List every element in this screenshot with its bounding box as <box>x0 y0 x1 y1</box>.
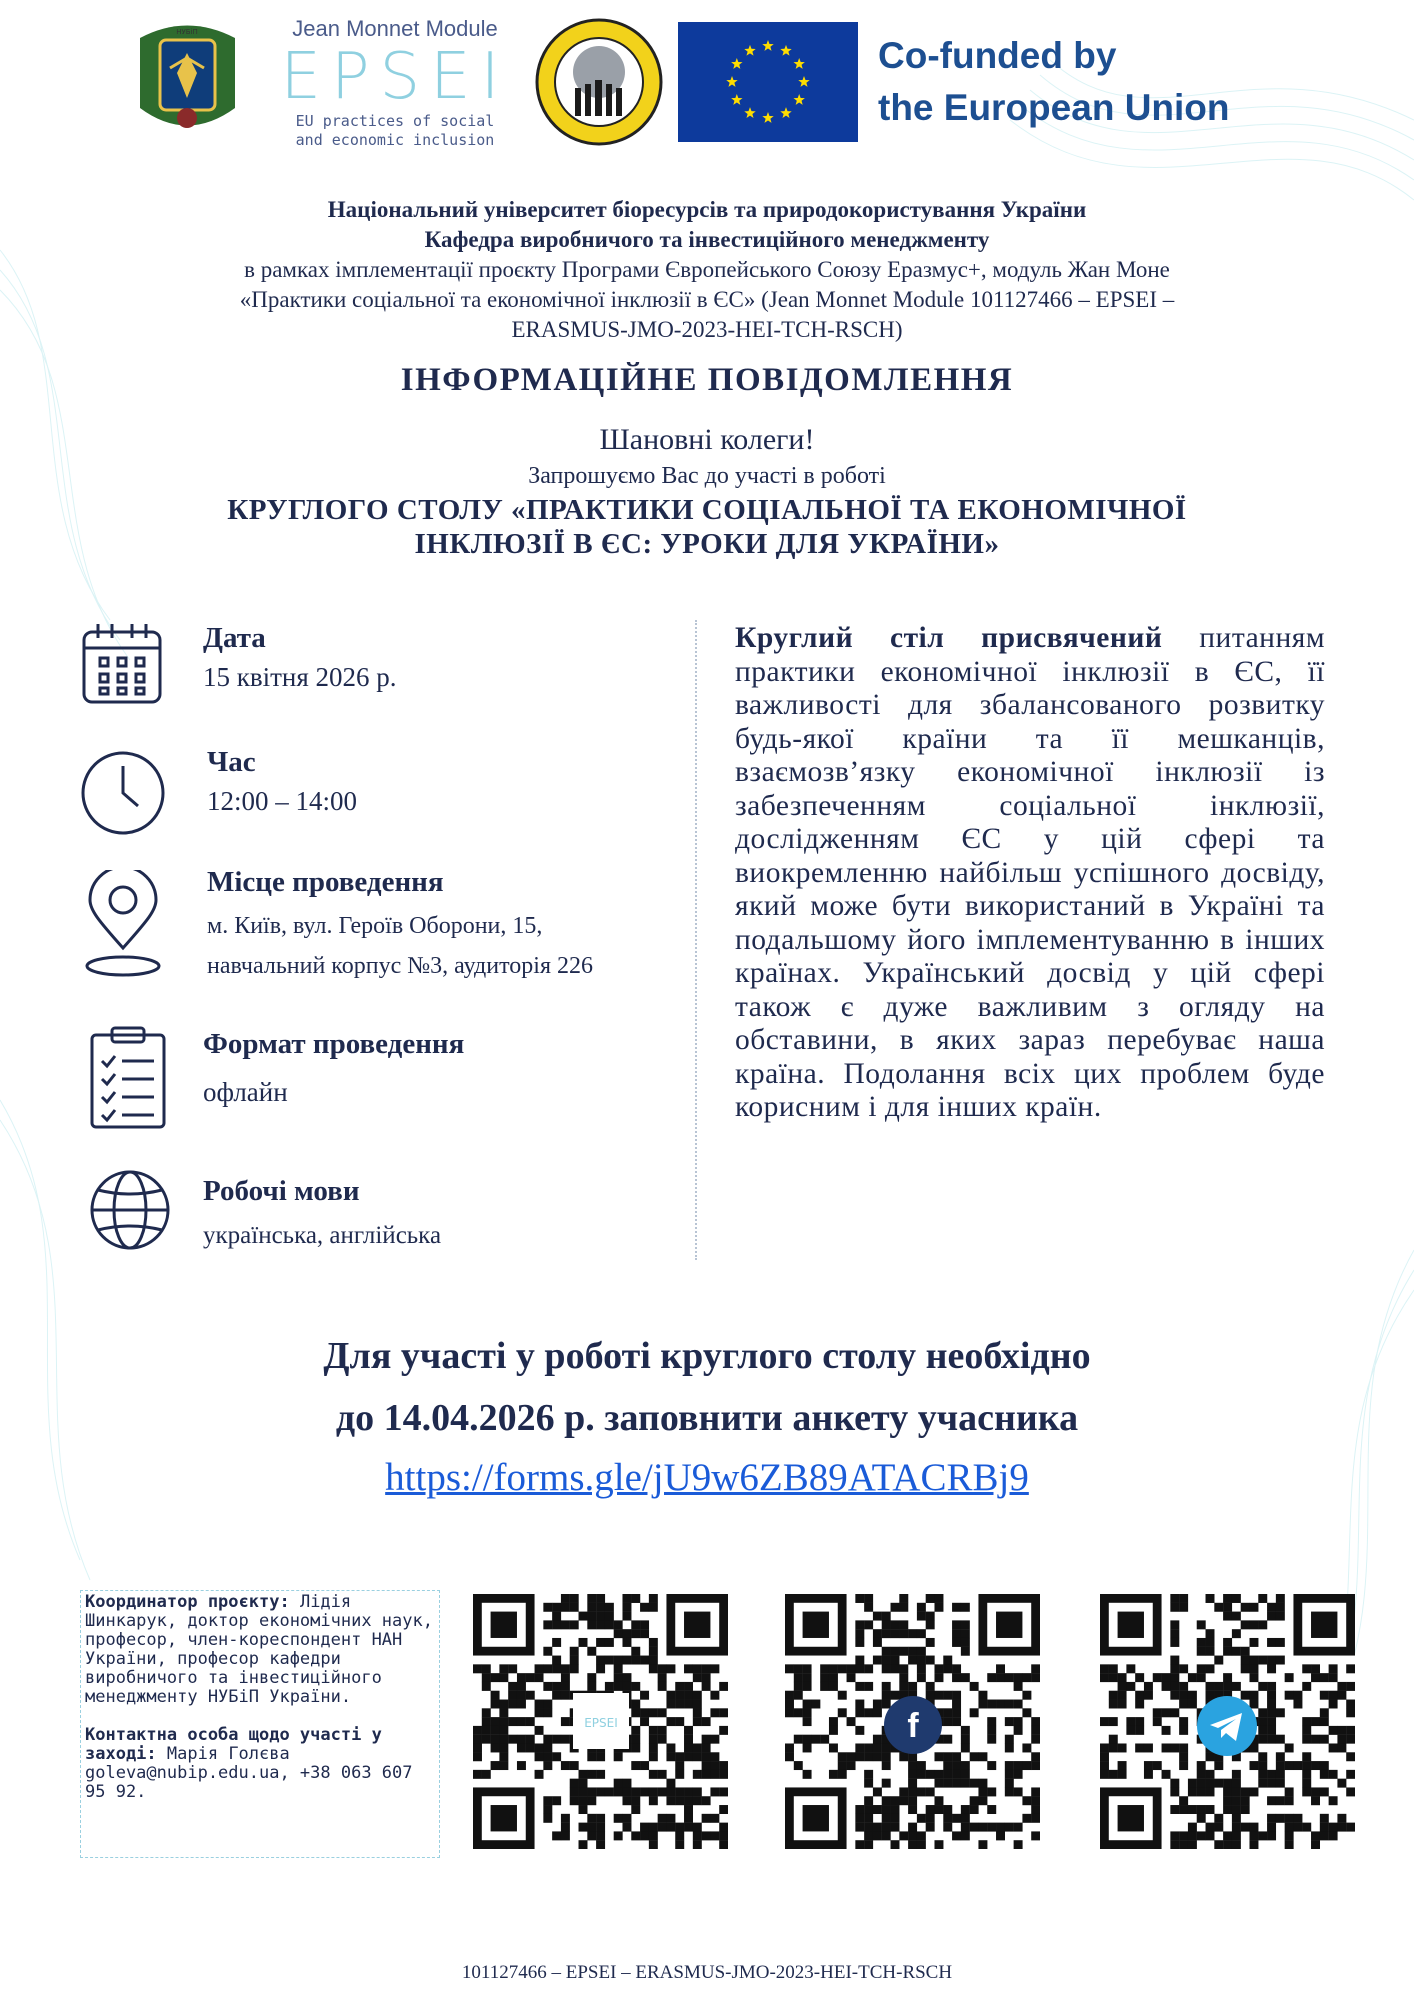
epsei-logo <box>275 16 515 151</box>
roundtable-title <box>60 493 1354 561</box>
languages-value: українська, англійська <box>203 1222 442 1249</box>
column-divider <box>695 620 697 1260</box>
institution-block <box>60 195 1354 345</box>
telegram-icon <box>1196 1695 1258 1757</box>
description-lead: Круглий стіл присвячений <box>735 622 1163 654</box>
svg-text:f: f <box>907 1707 919 1745</box>
facebook-icon <box>883 1695 943 1755</box>
co-funded-text <box>878 30 1230 134</box>
contact-box <box>80 1590 440 1858</box>
date-label: Дата <box>203 622 266 654</box>
epsei-logo-sub2: and economic inclusion <box>295 131 495 149</box>
intro-line-4: «Практики соціальної та економічної інклюзії в ЄС» (Jean Monnet Module 101127466 – EPSEI – <box>239 287 1175 312</box>
invite-text: Запрошуємо Вас до участі в роботі <box>528 463 886 489</box>
footer-project-code: 101127466 – EPSEI – ERASMUS-JMO-2023-HEI-TCH-RSCH <box>461 1962 953 1983</box>
coordinator-label: Координатор проєкту: <box>85 1592 290 1612</box>
greeting: Шановні колеги! <box>599 423 815 456</box>
co-funded-line2: the European Union <box>878 87 1230 128</box>
department-name: Кафедра виробничого та інвестиційного менеджменту <box>424 227 990 252</box>
roundtable-line1: КРУГЛОГО СТОЛУ «ПРАКТИКИ СОЦІАЛЬНОЇ ТА ЕКОНОМІЧНОЇ <box>227 494 1187 526</box>
epsei-logo-top: Jean Monnet Module <box>292 16 498 41</box>
page-title: ІНФОРМАЦІЙНЕ ПОВІДОМЛЕННЯ <box>400 362 1014 398</box>
registration-call <box>60 1325 1354 1449</box>
cta-line2: до 14.04.2026 р. заповнити анкету учасника <box>335 1397 1079 1439</box>
location-pin-icon <box>78 870 168 980</box>
place-line2: навчальний корпус №3, аудиторія 226 <box>207 953 593 979</box>
clock-icon <box>78 748 168 838</box>
clipboard-checklist-icon <box>88 1025 168 1130</box>
co-funded-line1: Co-funded by <box>878 35 1117 76</box>
contact-person-info <box>85 1726 435 1802</box>
format-label: Формат проведення <box>203 1028 465 1060</box>
description-body: питанням практики економічної інклюзії в ЄС, її важливості для збалансованого розвитку будь-якої країни та її мешканців, взаємозв’язку економічної інклюзії із забезпеченням соціальної інклюзії, дослідженням ЄС у цій сфері та виокремленню найбільш успішного досвіду, який може бути використаний в Україні та подальшому його імплементуванню в інших країнах. Український досвід у цій сфері також є дуже важливим з огляду на обставини, в яких зараз перебуває наша країна. Подолання всіх цих проблем буде корисним і для інших країн. <box>735 622 1325 1123</box>
coordinator-text: Лідія Шинкарук, доктор економічних наук, професор, член-кореспондент НАН України, професор кафедри виробничого та інвестиційного менеджменту НУБіП України. <box>85 1592 433 1707</box>
roundtable-line2: ІНКЛЮЗІЇ В ЄС: УРОКИ ДЛЯ УКРАЇНИ» <box>414 528 1000 560</box>
description-text <box>735 622 1325 1125</box>
place-value <box>207 906 593 986</box>
coordinator-info <box>85 1593 435 1707</box>
epsei-logo-sub1: EU practices of social <box>295 112 495 130</box>
contact-person-label: Контактна особа щодо участі у заході: <box>85 1725 382 1764</box>
languages-label: Робочі мови <box>203 1175 360 1207</box>
contact-person-text: Марія Голєва goleva@nubip.edu.ua, +38 063 607 95 92. <box>85 1744 413 1802</box>
svg-text:EPSEI: EPSEI <box>584 1716 618 1730</box>
department-round-logo <box>535 18 663 146</box>
eu-flag-logo <box>678 22 858 142</box>
time-label: Час <box>207 746 256 778</box>
place-label: Місце проведення <box>207 866 444 898</box>
time-value: 12:00 – 14:00 <box>207 786 358 816</box>
registration-form-link[interactable]: https://forms.gle/jU9w6ZB89ATACRBj9 <box>385 1456 1029 1499</box>
university-name: Національний університет біоресурсів та природокористування України <box>327 197 1087 222</box>
intro-line-5: ERASMUS-JMO-2023-HEI-TCH-RSCH) <box>511 317 903 342</box>
cta-line1: Для участі у роботі круглого столу необхідно <box>323 1335 1091 1377</box>
nubip-crest-logo <box>130 18 245 138</box>
place-line1: м. Київ, вул. Героїв Оборони, 15, <box>207 913 543 939</box>
epsei-mini-logo-icon <box>573 1693 629 1749</box>
globe-icon <box>88 1168 172 1252</box>
date-value: 15 квітня 2026 р. <box>203 662 397 692</box>
format-value: офлайн <box>203 1077 288 1107</box>
svg-text:НУБіП: НУБіП <box>176 28 198 36</box>
calendar-icon <box>78 620 168 710</box>
epsei-logo-name: EPSEI <box>280 40 510 114</box>
intro-line-3: в рамках імплементації проєкту Програми Європейського Союзу Еразмус+, модуль Жан Моне <box>244 257 1170 282</box>
